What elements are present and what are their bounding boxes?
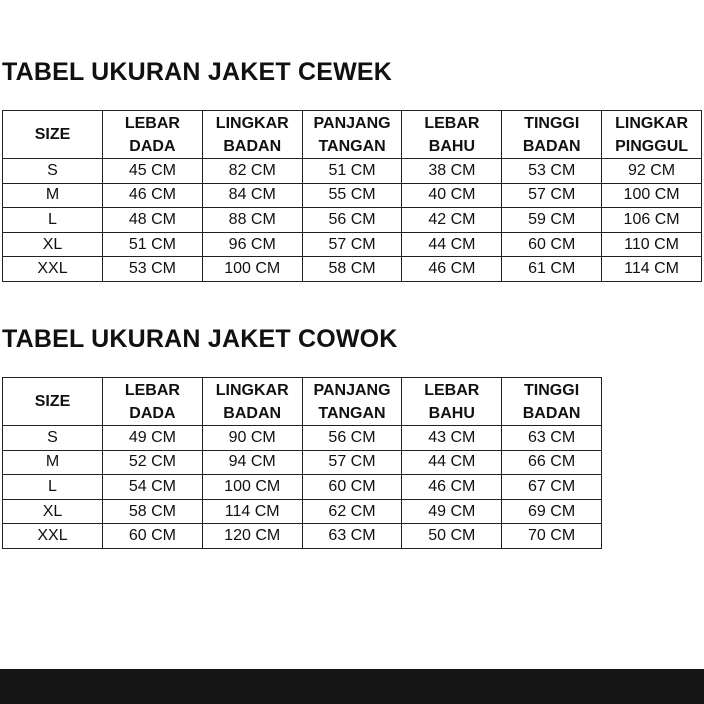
- measurement-cell: 49 CM: [103, 426, 203, 451]
- column-header-line: DADA: [129, 404, 176, 422]
- measurement-cell: 54 CM: [103, 475, 203, 500]
- size-cell: XL: [3, 499, 103, 524]
- column-header-line: BADAN: [522, 137, 581, 155]
- column-header: [3, 378, 103, 426]
- measurement-cell: 82 CM: [202, 159, 302, 184]
- measurement-cell: 100 CM: [202, 257, 302, 282]
- column-header-line: PANJANG: [313, 381, 391, 399]
- measurement-cell: 46 CM: [402, 475, 502, 500]
- measurement-cell: 57 CM: [302, 450, 402, 475]
- women-size-table: [2, 110, 702, 282]
- table-row: [3, 183, 702, 208]
- measurement-cell: 50 CM: [402, 524, 502, 549]
- size-cell: L: [3, 208, 103, 233]
- column-header-line: TANGAN: [318, 137, 386, 155]
- header-row: [3, 378, 602, 426]
- measurement-cell: 49 CM: [402, 499, 502, 524]
- measurement-cell: 53 CM: [103, 257, 203, 282]
- table-row: [3, 524, 602, 549]
- column-header-line: BADAN: [223, 137, 282, 155]
- measurement-cell: 90 CM: [202, 426, 302, 451]
- column-header-line: TINGGI: [524, 381, 580, 399]
- measurement-cell: 60 CM: [103, 524, 203, 549]
- bottom-bar: [0, 669, 704, 704]
- measurement-cell: 51 CM: [302, 159, 402, 184]
- measurement-cell: 56 CM: [302, 426, 402, 451]
- measurement-cell: 44 CM: [402, 450, 502, 475]
- measurement-cell: 63 CM: [502, 426, 602, 451]
- women-table-title: TABEL UKURAN JAKET CEWEK: [2, 58, 392, 86]
- measurement-cell: 69 CM: [502, 499, 602, 524]
- measurement-cell: 56 CM: [302, 208, 402, 233]
- column-header-line: BADAN: [522, 404, 581, 422]
- measurement-cell: 58 CM: [302, 257, 402, 282]
- column-header-line: LEBAR: [424, 114, 480, 132]
- measurement-cell: 46 CM: [103, 183, 203, 208]
- column-header: [202, 111, 302, 159]
- measurement-cell: 66 CM: [502, 450, 602, 475]
- measurement-cell: 100 CM: [602, 183, 702, 208]
- table-row: [3, 159, 702, 184]
- column-header-line: SIZE: [34, 393, 71, 410]
- column-header: [402, 378, 502, 426]
- column-header: [103, 111, 203, 159]
- table-row: [3, 208, 702, 233]
- column-header-line: LINGKAR: [215, 114, 289, 132]
- measurement-cell: 48 CM: [103, 208, 203, 233]
- measurement-cell: 59 CM: [502, 208, 602, 233]
- measurement-cell: 63 CM: [302, 524, 402, 549]
- column-header-line: BAHU: [428, 404, 475, 422]
- measurement-cell: 88 CM: [202, 208, 302, 233]
- measurement-cell: 52 CM: [103, 450, 203, 475]
- measurement-cell: 57 CM: [502, 183, 602, 208]
- measurement-cell: 84 CM: [202, 183, 302, 208]
- table-row: [3, 232, 702, 257]
- measurement-cell: 46 CM: [402, 257, 502, 282]
- table-row: [3, 450, 602, 475]
- measurement-cell: 106 CM: [602, 208, 702, 233]
- men-size-table: [2, 377, 602, 549]
- column-header-line: LEBAR: [424, 381, 480, 399]
- measurement-cell: 51 CM: [103, 232, 203, 257]
- column-header-line: TINGGI: [524, 114, 580, 132]
- column-header-line: SIZE: [34, 126, 71, 143]
- column-header: [602, 111, 702, 159]
- column-header-line: LEBAR: [124, 114, 180, 132]
- measurement-cell: 55 CM: [302, 183, 402, 208]
- measurement-cell: 40 CM: [402, 183, 502, 208]
- measurement-cell: 38 CM: [402, 159, 502, 184]
- measurement-cell: 60 CM: [302, 475, 402, 500]
- size-cell: XXL: [3, 524, 103, 549]
- size-cell: L: [3, 475, 103, 500]
- measurement-cell: 61 CM: [502, 257, 602, 282]
- column-header: [402, 111, 502, 159]
- size-cell: S: [3, 159, 103, 184]
- size-cell: S: [3, 426, 103, 451]
- measurement-cell: 45 CM: [103, 159, 203, 184]
- size-cell: XXL: [3, 257, 103, 282]
- measurement-cell: 114 CM: [202, 499, 302, 524]
- table-row: [3, 257, 702, 282]
- column-header-line: LEBAR: [124, 381, 180, 399]
- measurement-cell: 114 CM: [602, 257, 702, 282]
- header-row: [3, 111, 702, 159]
- column-header: [502, 111, 602, 159]
- measurement-cell: 42 CM: [402, 208, 502, 233]
- column-header-line: LINGKAR: [615, 114, 689, 132]
- measurement-cell: 70 CM: [502, 524, 602, 549]
- measurement-cell: 67 CM: [502, 475, 602, 500]
- size-cell: M: [3, 450, 103, 475]
- column-header-line: PINGGUL: [615, 137, 689, 155]
- table-row: [3, 426, 602, 451]
- column-header: [202, 378, 302, 426]
- measurement-cell: 58 CM: [103, 499, 203, 524]
- measurement-cell: 92 CM: [602, 159, 702, 184]
- table-row: [3, 475, 602, 500]
- measurement-cell: 44 CM: [402, 232, 502, 257]
- men-table-title: TABEL UKURAN JAKET COWOK: [2, 325, 398, 353]
- column-header: [502, 378, 602, 426]
- measurement-cell: 120 CM: [202, 524, 302, 549]
- column-header: [3, 111, 103, 159]
- column-header: [302, 378, 402, 426]
- measurement-cell: 53 CM: [502, 159, 602, 184]
- measurement-cell: 60 CM: [502, 232, 602, 257]
- measurement-cell: 57 CM: [302, 232, 402, 257]
- measurement-cell: 100 CM: [202, 475, 302, 500]
- column-header-line: BADAN: [223, 404, 282, 422]
- measurement-cell: 96 CM: [202, 232, 302, 257]
- measurement-cell: 62 CM: [302, 499, 402, 524]
- table-row: [3, 499, 602, 524]
- size-cell: M: [3, 183, 103, 208]
- measurement-cell: 94 CM: [202, 450, 302, 475]
- column-header-line: PANJANG: [313, 114, 391, 132]
- column-header-line: BAHU: [428, 137, 475, 155]
- size-cell: XL: [3, 232, 103, 257]
- column-header: [302, 111, 402, 159]
- column-header: [103, 378, 203, 426]
- column-header-line: TANGAN: [318, 404, 386, 422]
- measurement-cell: 43 CM: [402, 426, 502, 451]
- column-header-line: DADA: [129, 137, 176, 155]
- measurement-cell: 110 CM: [602, 232, 702, 257]
- column-header-line: LINGKAR: [215, 381, 289, 399]
